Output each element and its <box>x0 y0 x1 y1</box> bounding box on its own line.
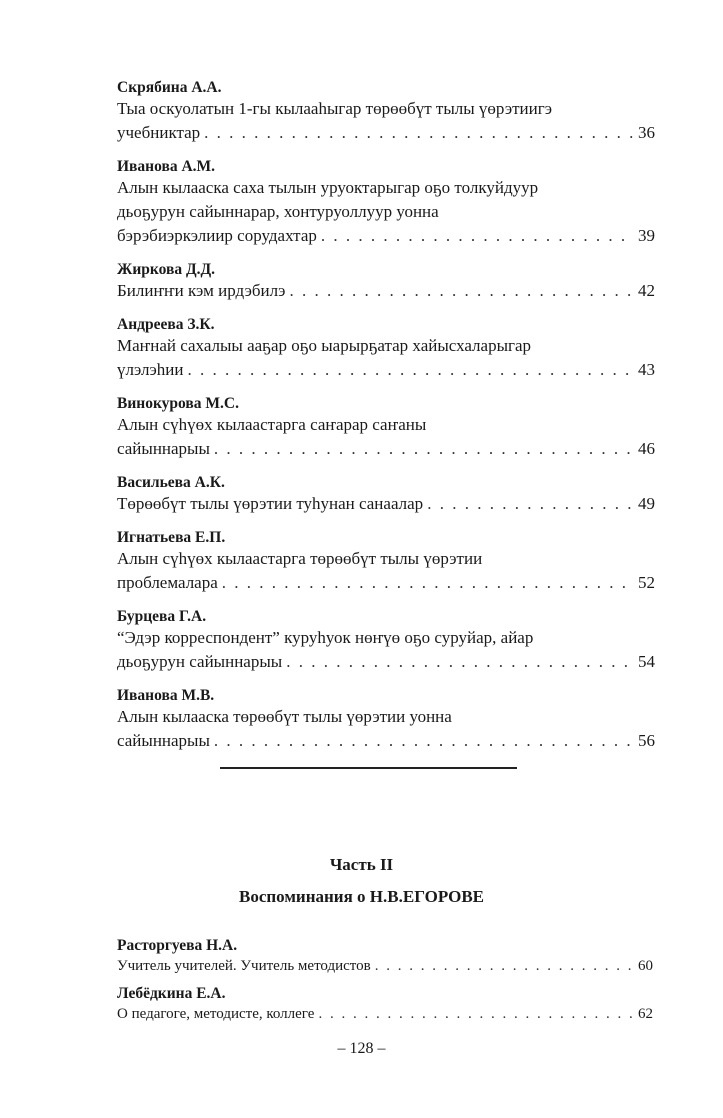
toc-title-line: Алын кылааска саха тылын уруоктарыгар оҕо толкуйдуур <box>117 178 539 197</box>
toc-author: Скрябина А.А. <box>117 79 222 96</box>
toc-title-text: Төрөөбүт тылы үөрэтии туһунан санаалар <box>117 494 424 513</box>
toc-author: Расторгуева Н.А. <box>117 937 238 954</box>
toc-page-number: 46 <box>638 439 655 458</box>
toc-author: Бурцева Г.А. <box>117 608 207 625</box>
toc-title-last-line <box>117 1003 653 1025</box>
toc-title-text: Учитель учителей. Учитель методистов <box>117 958 371 974</box>
toc-title-text: О педагоге, методисте, коллеге <box>117 1006 315 1022</box>
toc-author: Лебёдкина Е.А. <box>117 985 226 1002</box>
toc-title-line: дьоҕурун сайыннарар, хонтуруоллуур уонна <box>117 202 439 221</box>
toc-page-number: 43 <box>638 360 655 379</box>
toc-title-line: Алын кылааска төрөөбүт тылы үөрэтии уонна <box>117 707 452 726</box>
toc-title-last-line <box>117 279 655 303</box>
part-number-heading: Часть II <box>329 855 394 874</box>
toc-title-text: проблемалара <box>117 573 218 592</box>
toc-author: Андреева З.К. <box>117 316 215 333</box>
toc-title-text: Билиҥҥи кэм ирдэбилэ <box>117 281 286 300</box>
dot-leader <box>214 437 634 461</box>
toc-page-number: 42 <box>638 281 655 300</box>
toc-entry <box>117 984 653 1025</box>
toc-title-text: сайыннарыы <box>117 731 210 750</box>
toc-title-line: Тыа оскуолатын 1-гы кылааһыгар төрөөбүт тылы үөрэтиигэ <box>117 99 553 118</box>
toc-author: Жиркова Д.Д. <box>117 261 216 278</box>
dot-leader <box>187 358 634 382</box>
toc-entry <box>117 157 655 248</box>
toc-page-number: 54 <box>638 652 655 671</box>
toc-page-number: 56 <box>638 731 655 750</box>
dot-leader <box>427 492 634 516</box>
toc-author: Игнатьева Е.П. <box>117 529 226 546</box>
table-of-contents-part-2 <box>117 936 653 1032</box>
dot-leader <box>214 729 634 753</box>
toc-author: Иванова А.М. <box>117 158 216 175</box>
dot-leader <box>286 650 634 674</box>
dot-leader <box>204 121 634 145</box>
toc-title-last-line <box>117 437 655 461</box>
toc-title-line: “Эдэр корреспондент” куруһуок нөҥүө оҕо суруйар, айар <box>117 628 534 647</box>
toc-entry <box>117 686 655 753</box>
toc-page-number: 62 <box>638 1006 653 1022</box>
toc-title-last-line <box>117 955 653 977</box>
toc-entry <box>117 78 655 145</box>
table-of-contents-part-1 <box>117 78 655 765</box>
toc-page-number: 49 <box>638 494 655 513</box>
toc-author: Иванова М.В. <box>117 687 215 704</box>
toc-entry <box>117 315 655 382</box>
toc-entry <box>117 528 655 595</box>
dot-leader <box>222 571 634 595</box>
toc-title-text: бэрэбиэркэлиир сорудахтар <box>117 226 317 245</box>
toc-title-text: сайыннарыы <box>117 439 210 458</box>
dot-leader <box>375 955 634 977</box>
toc-entry <box>117 394 655 461</box>
toc-title-last-line <box>117 650 655 674</box>
section-divider <box>220 767 517 769</box>
part-title-heading: Воспоминания о Н.В.ЕГОРОВЕ <box>238 887 484 906</box>
dot-leader <box>318 1003 634 1025</box>
toc-title-last-line <box>117 224 655 248</box>
page-number: – 128 – <box>337 1040 386 1057</box>
toc-title-last-line <box>117 358 655 382</box>
toc-title-last-line <box>117 571 655 595</box>
toc-title-last-line <box>117 121 655 145</box>
toc-entry <box>117 607 655 674</box>
dot-leader <box>289 279 634 303</box>
toc-title-last-line <box>117 729 655 753</box>
toc-title-line: Маҥнай сахалыы ааҕар оҕо ыарырҕатар хайысхаларыгар <box>117 336 532 355</box>
toc-title-text: үлэлэһии <box>117 360 184 379</box>
toc-page-number: 52 <box>638 573 655 592</box>
toc-page-number: 60 <box>638 958 653 974</box>
dot-leader <box>321 224 634 248</box>
toc-title-line: Алын сүһүөх кылаастарга саҥарар саҥаны <box>117 415 427 434</box>
toc-entry <box>117 473 655 516</box>
toc-page-number: 39 <box>638 226 655 245</box>
toc-title-last-line <box>117 492 655 516</box>
toc-title-line: Алын сүһүөх кылаастарга төрөөбүт тылы үөрэтии <box>117 549 483 568</box>
toc-entry <box>117 260 655 303</box>
toc-page-number: 36 <box>638 123 655 142</box>
toc-entry <box>117 936 653 977</box>
toc-author: Васильева А.К. <box>117 474 225 491</box>
toc-title-text: учебниктар <box>117 123 201 142</box>
toc-author: Винокурова М.С. <box>117 395 239 412</box>
toc-title-text: дьоҕурун сайыннарыы <box>117 652 283 671</box>
